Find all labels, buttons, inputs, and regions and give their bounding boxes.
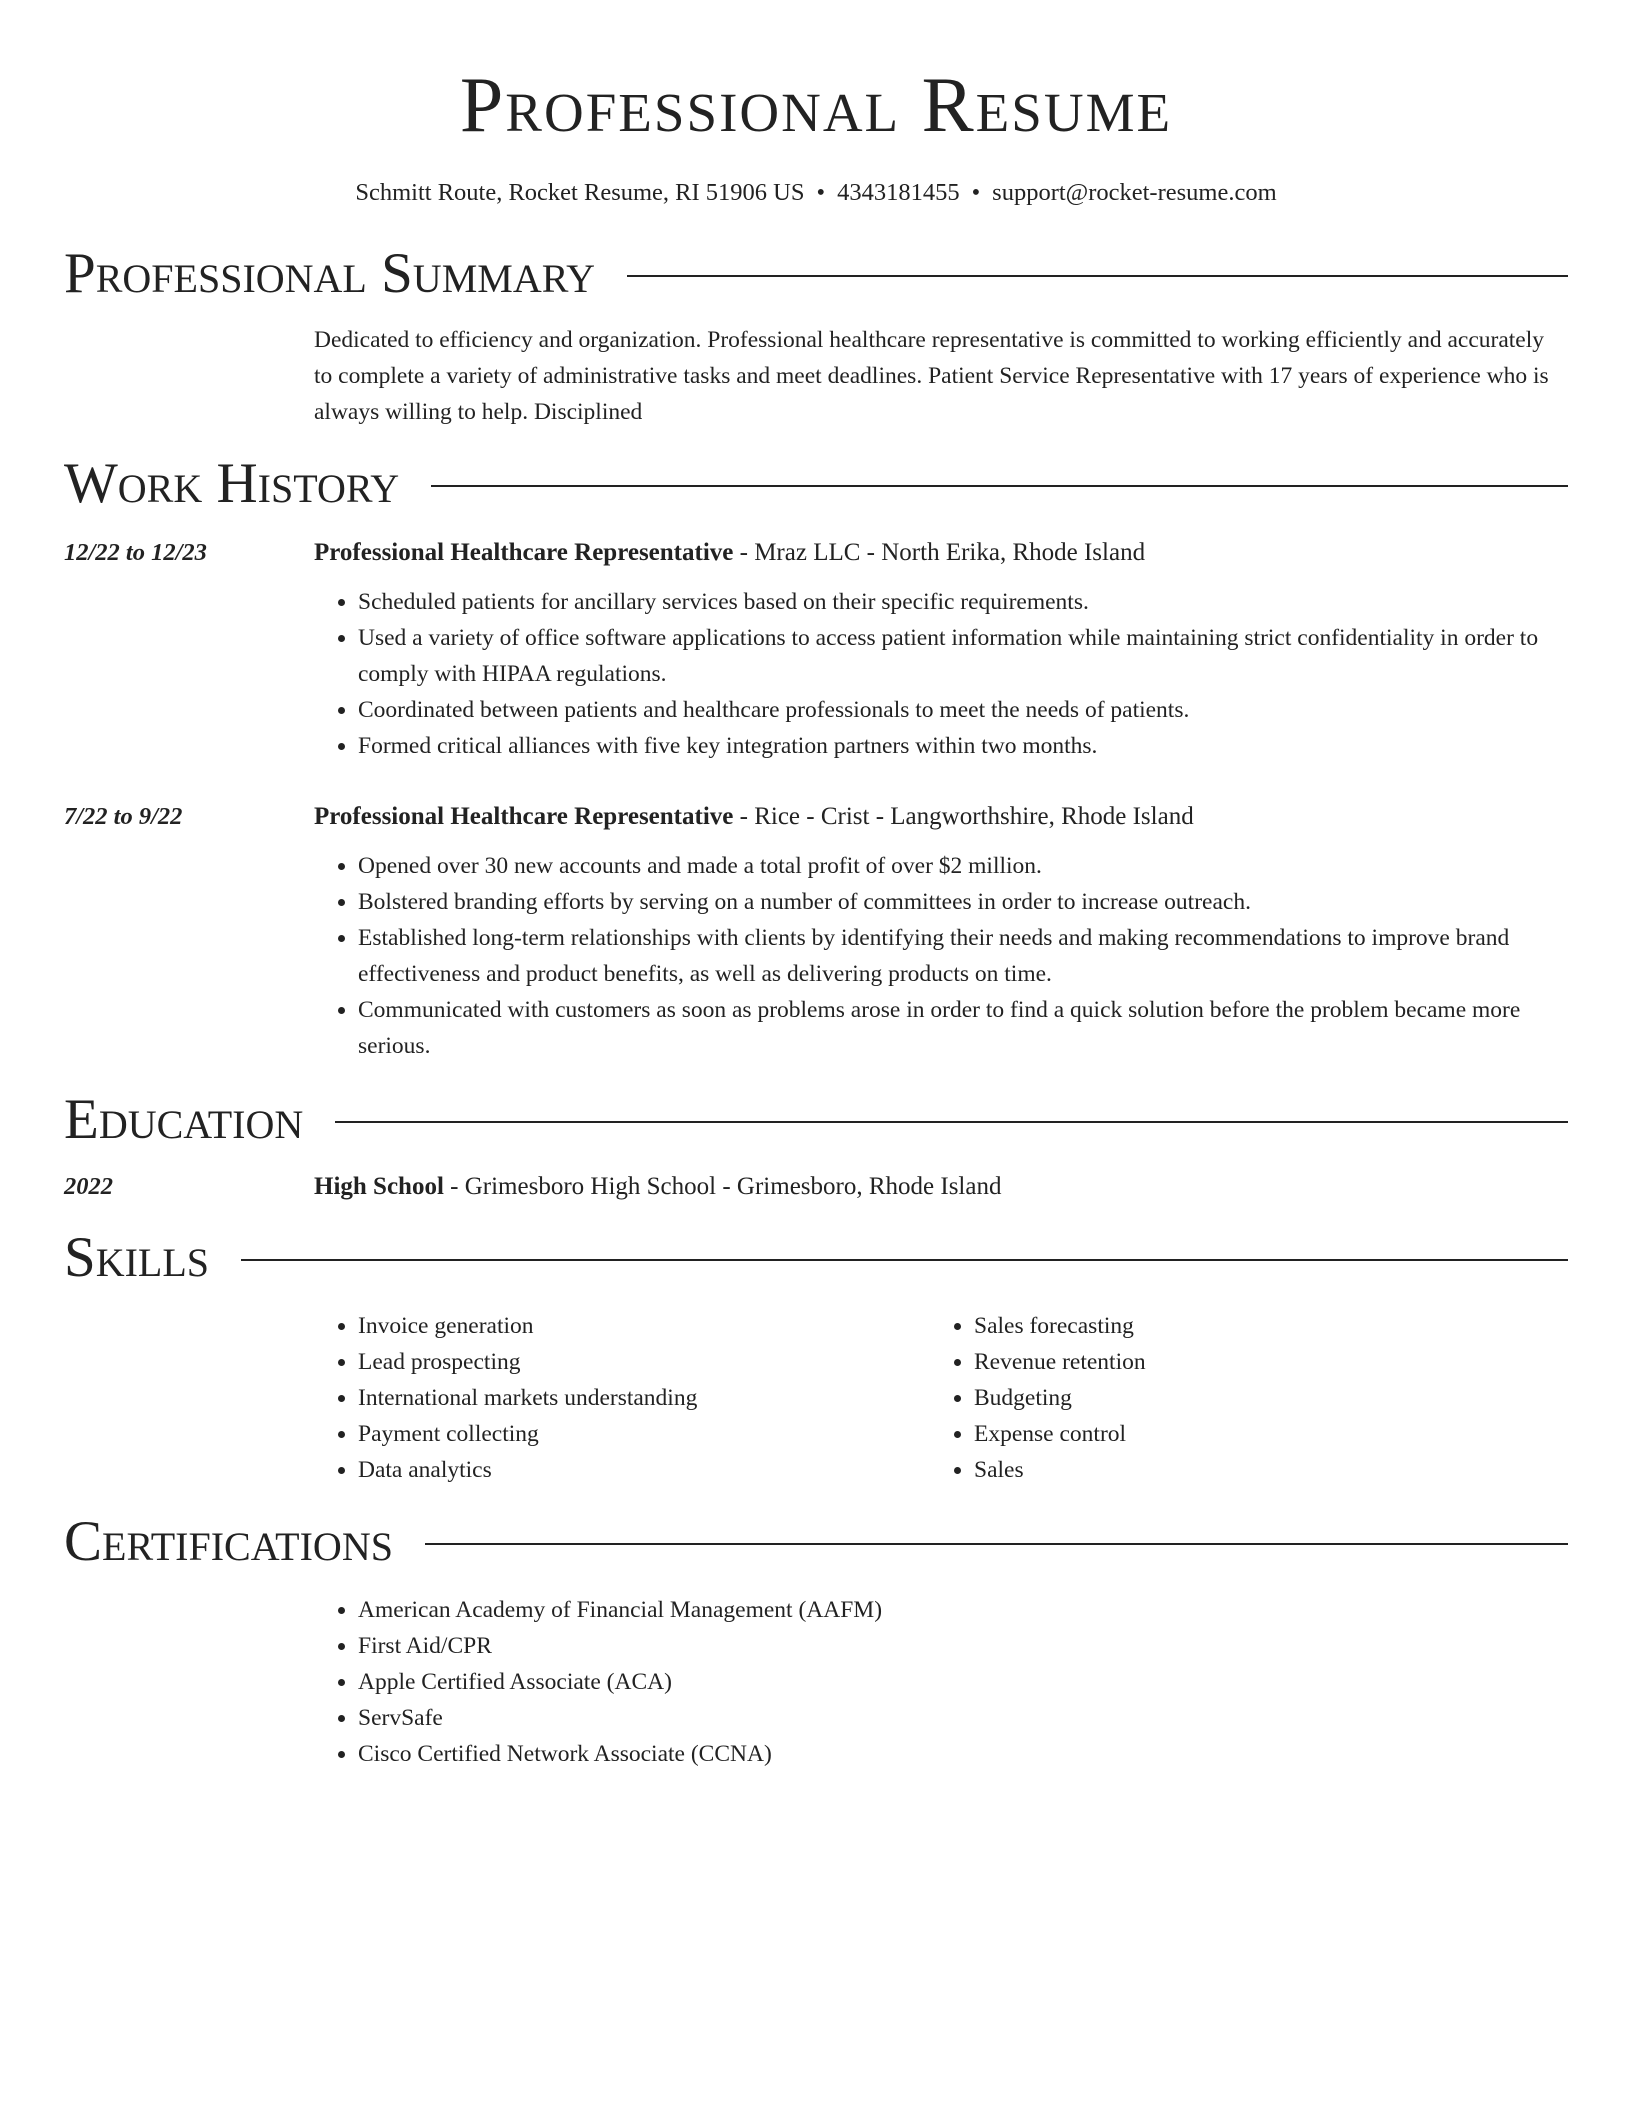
skills-list — [314, 1308, 1568, 1488]
list-item: • International markets understanding — [358, 1380, 930, 1416]
section-divider — [425, 1543, 1568, 1545]
list-item: • Payment collecting — [358, 1416, 930, 1452]
list-item: • Opened over 30 new accounts and made a total profit of over $2 million. — [358, 848, 1568, 884]
job-entry — [64, 800, 1568, 1064]
contact-separator: • — [971, 179, 981, 206]
job-title: Professional Healthcare Representative — [314, 539, 734, 566]
list-item: • Formed critical alliances with five key integration partners within two months. — [358, 728, 1568, 764]
education-heading: Education — [64, 1088, 304, 1151]
education-degree: High School — [314, 1173, 444, 1200]
contact-phone: 4343181455 — [837, 179, 960, 206]
list-item: • ServSafe — [358, 1700, 1568, 1736]
job-entry — [64, 536, 1568, 764]
section-divider — [627, 275, 1568, 277]
job-company: - Rice - Crist - Langworthshire, Rhode Island — [733, 803, 1194, 830]
skills-heading: Skills — [64, 1226, 210, 1289]
skills-column-left — [314, 1308, 930, 1488]
list-item: • Communicated with customers as soon as problems arose in order to find a quick solution before the problem became more serious. — [358, 992, 1568, 1064]
list-item: • Bolstered branding efforts by serving on a number of committees in order to increase outreach. — [358, 884, 1568, 920]
list-item: • Revenue retention — [974, 1344, 1546, 1380]
list-item: • Scheduled patients for ancillary services based on their specific requirements. — [358, 584, 1568, 620]
job-body — [314, 800, 1568, 1064]
section-divider — [241, 1259, 1568, 1261]
summary-text: Dedicated to efficiency and organization. Professional healthcare representative is committed to working efficiently and accurately to complete a variety of administrative tasks and meet deadlines. Patient Service Representative with 17 years of experience who is always willing to help. Disciplined — [314, 327, 1549, 425]
contact-address: Schmitt Route, Rocket Resume, RI 51906 US — [355, 179, 805, 206]
job-company: - Mraz LLC - North Erika, Rhode Island — [733, 539, 1146, 566]
list-item: • Lead prospecting — [358, 1344, 930, 1380]
list-item: • Coordinated between patients and healthcare professionals to meet the needs of patients. — [358, 692, 1568, 728]
contact-line — [64, 178, 1568, 208]
education-line — [314, 1170, 1568, 1204]
education-school: - Grimesboro High School - Grimesboro, Rhode Island — [443, 1173, 1002, 1200]
certifications-list — [314, 1592, 1568, 1772]
list-item: • Expense control — [974, 1416, 1546, 1452]
education-year: 2022 — [64, 1173, 113, 1200]
summary-heading: Professional Summary — [64, 242, 596, 305]
list-item: • Used a variety of office software applications to access patient information while maintaining strict confidentiality in order to comply with HIPAA regulations. — [358, 620, 1568, 692]
job-bullets — [314, 848, 1568, 1064]
job-body — [314, 536, 1568, 764]
section-divider — [431, 485, 1568, 487]
contact-email: support@rocket-resume.com — [992, 179, 1277, 206]
job-title: Professional Healthcare Representative — [314, 803, 734, 830]
list-item: • Cisco Certified Network Associate (CCNA) — [358, 1736, 1568, 1772]
job-title-line — [314, 536, 1568, 570]
list-item: • Sales — [974, 1452, 1546, 1488]
resume-title: Professional Resume — [459, 61, 1173, 148]
skills-section-header — [64, 1226, 1568, 1289]
list-item: • Budgeting — [974, 1380, 1546, 1416]
contact-separator: • — [816, 179, 826, 206]
education-entry — [64, 1170, 1568, 1204]
summary-section-header — [64, 242, 1568, 305]
education-section-header — [64, 1088, 1568, 1151]
list-item: • American Academy of Financial Management (AAFM) — [358, 1592, 1568, 1628]
job-dates: 7/22 to 9/22 — [64, 803, 183, 830]
certifications-section-header — [64, 1510, 1568, 1573]
list-item: • Apple Certified Associate (ACA) — [358, 1664, 1568, 1700]
skills-bullets-right — [930, 1308, 1546, 1488]
list-item: • Sales forecasting — [974, 1308, 1546, 1344]
work-heading: Work History — [64, 452, 400, 515]
education-body — [314, 1170, 1568, 1204]
job-dates: 12/22 to 12/23 — [64, 539, 207, 566]
list-item: • Established long-term relationships with clients by identifying their needs and making recommendations to improve brand effectiveness and product benefits, as well as delivering products on time. — [358, 920, 1568, 992]
list-item: • Invoice generation — [358, 1308, 930, 1344]
section-divider — [335, 1121, 1568, 1123]
list-item: • First Aid/CPR — [358, 1628, 1568, 1664]
work-section-header — [64, 452, 1568, 515]
skills-column-right — [930, 1308, 1546, 1488]
list-item: • Data analytics — [358, 1452, 930, 1488]
job-title-line — [314, 800, 1568, 834]
job-bullets — [314, 584, 1568, 764]
certifications-bullets — [314, 1592, 1568, 1772]
skills-bullets-left — [314, 1308, 930, 1488]
certifications-heading: Certifications — [64, 1510, 393, 1573]
